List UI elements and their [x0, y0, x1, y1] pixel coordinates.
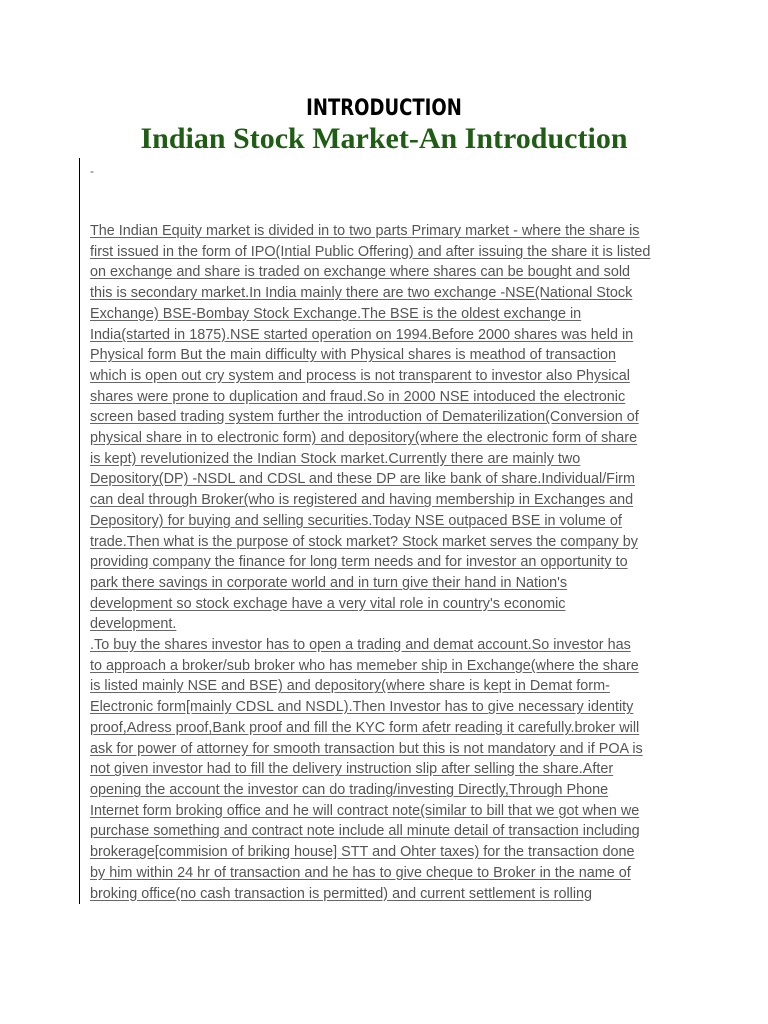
body-paragraph: The Indian Equity market is divided in to two parts Primary market - where the share is first issued in the form of IPO(Intial Public Offering) and after issuing the share it is listed on exchange and share is traded on exchange where shares can be bought and sold this is secondary market.In India mainly there are two exchange -NSE(National Stock Exchange) BSE-Bombay Stock Exchange.The BSE is the oldest exchange in India(started in 1875).NSE started operation on 1994.Before 2000 shares was held in Physical form But the main difficulty with Physical shares is meathod of transaction which is open out cry system and process is not transparent to investor also Physical shares were prone to duplication and fraud.So in 2000 NSE intoduced the electronic screen based trading system further the introduction of Dematerilization(Conversion of physical share in to electronic form) and depository(where the electronic form of share is kept) revelutionized the Indian Stock market.Currently there are mainly two Depository(DP) -NSDL and CDSL and these DP are like bank of share.Individual/Firm can deal through Broker(who is registered and having membership in Exchanges and Depository) for buying and selling securities.Today NSE outpaced BSE in volume of trade.Then what is the purpose of stock market? Stock market serves the company by providing company the finance for long term needs and for investor an opportunity to park there savings in corporate world and in turn give their hand in Nation's development so stock exchage have a very vital role in country's economic development. .To buy the shares investor has to open a trading and demat account.So investor has to approach a broker/sub broker who has memeber ship in Exchange(where the share is listed mainly NSE and BSE) and depository(where share is kept in Demat form- Electronic form[mainly CDSL and NSDL).Then Investor has to give necessary identity proof,Adress proof,Bank proof and fill the KYC form afetr reading it carefully.broker will ask for power of attorney for smooth transaction but this is not mandatory and if POA is not given investor had to fill the delivery instruction slip after selling the share.After opening the account the investor can do trading/investing Directly,Through Phone Internet form broking office and he will contract note(similar to bill that we got when we purchase something and contract note include all minute detail of transaction including brokerage[commision of briking house] STT and Ohter taxes) for the transaction done by him within 24 hr of transaction and he has to give cheque to Broker in the name of broking office(no cash transaction is permitted) and current settlement is rolling	[90, 223, 651, 902]
document-title: Indian Stock Market-An Introduction	[140, 122, 628, 155]
dash-marker: -	[90, 164, 94, 178]
section-heading: INTRODUCTION	[306, 96, 462, 121]
margin-rule	[79, 158, 80, 904]
